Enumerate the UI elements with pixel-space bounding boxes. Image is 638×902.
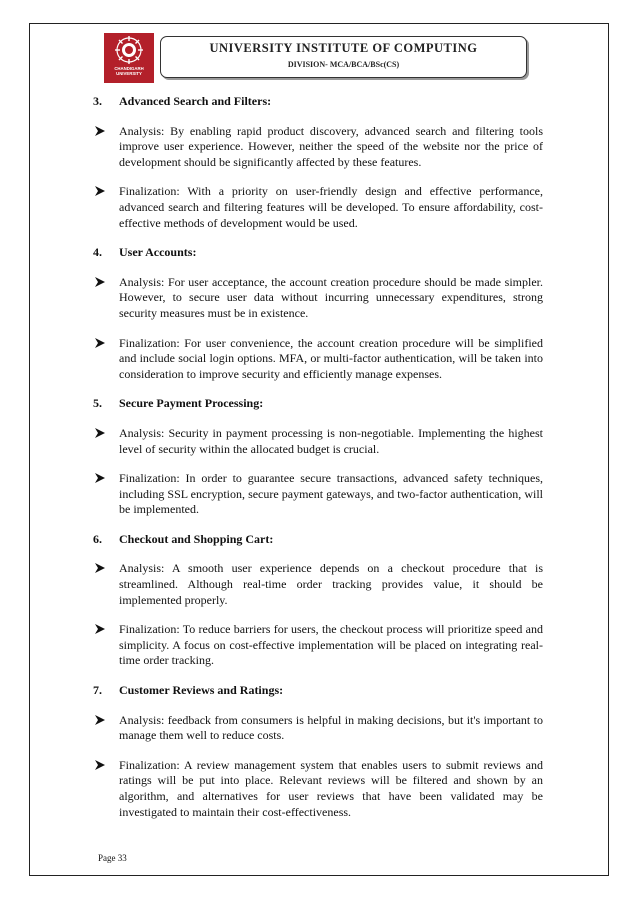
section-title: Customer Reviews and Ratings: [119,683,284,698]
section-number: 3. [93,94,102,108]
section-heading [93,94,543,110]
arrowhead-bullet-icon [94,714,106,726]
section-title: Secure Payment Processing: [119,396,264,411]
bullet-item [93,124,543,171]
bullet-text: Finalization: With a priority on user-friendly design and effective performance, advanced search and filtering features will be developed. To ensure affordability, cost-effective methods of development would be used. [119,184,543,230]
arrowhead-bullet-icon [94,185,106,197]
arrowhead-bullet-icon [94,276,106,288]
bullet-text: Finalization: In order to guarantee secure transactions, advanced safety techniques, including SSL encryption, secure payment gateways, and two-factor authentication, will be implemented. [119,471,543,517]
section-title: User Accounts: [119,245,197,260]
bullet-item [93,336,543,383]
section-number: 4. [93,245,102,260]
arrowhead-bullet-icon [94,427,106,439]
bullet-item [93,622,543,669]
bullet-item [93,275,543,322]
bullet-text: Analysis: Security in payment processing is non-negotiable. Implementing the highest level of security within the allocated budget is crucial. [119,425,543,456]
division-subtitle: DIVISION- MCA/BCA/BSc(CS) [287,60,400,69]
header-banner [160,36,527,78]
arrowhead-bullet-icon [94,562,106,574]
section-heading [93,532,543,548]
section-title: Checkout and Shopping Cart: [119,531,274,546]
section-heading [93,683,543,699]
section-number: 6. [93,531,102,546]
bullet-text: Finalization: To reduce barriers for users, the checkout process will prioritize speed and simplicity. A focus on cost-effective implementation will be placed on integrating real-time order tracking. [119,622,543,668]
bullet-item [93,758,543,820]
document-body [93,94,543,834]
bullet-item [93,184,543,231]
logo-caption: CHANDIGARH UNIVERSITY [104,66,154,76]
section-number: 7. [93,683,102,698]
arrowhead-bullet-icon [94,125,106,137]
bullet-item [93,426,543,457]
arrowhead-bullet-icon [94,337,106,349]
bullet-item [93,471,543,518]
bullet-text: Finalization: For user convenience, the account creation procedure will be simplified and include social login options. MFA, or multi-factor authentication, will be taken into consideration to improve security and efficiently manage expenses. [119,335,543,381]
page-number: Page 33 [98,853,127,863]
arrowhead-bullet-icon [94,759,106,771]
bullet-item [93,561,543,608]
bullet-text: Analysis: For user acceptance, the account creation procedure should be made simpler. However, to secure user data without incurring unnecessary expenditures, strong security measures must be in existence. [119,274,543,320]
section-heading [93,245,543,261]
arrowhead-bullet-icon [94,472,106,484]
section-title: Advanced Search and Filters: [119,94,272,108]
bullet-text: Analysis: By enabling rapid product discovery, advanced search and filtering tools improve user experience. However, neither the speed of the website nor the price of development should be significantly affected by these features. [119,123,543,169]
bullet-text: Finalization: A review management system that enables users to submit reviews and ratings will be put into place. Relevant reviews will be filtered and shown by an algorithm, and alternatives for user reviews that have been validated may be investigated to maintain their cost-effectiveness. [119,757,543,819]
bullet-item [93,713,543,744]
bullet-text: Analysis: A smooth user experience depends on a checkout procedure that is streamlined. Although real-time order tracking provides value, it should be implemented properly. [119,561,543,607]
section-number: 5. [93,396,102,411]
bullet-text: Analysis: feedback from consumers is helpful in making decisions, but it's important to manage them well to reduce costs. [119,712,543,743]
section-heading [93,396,543,412]
institute-title: UNIVERSITY INSTITUTE OF COMPUTING [209,41,478,55]
arrowhead-bullet-icon [94,623,106,635]
